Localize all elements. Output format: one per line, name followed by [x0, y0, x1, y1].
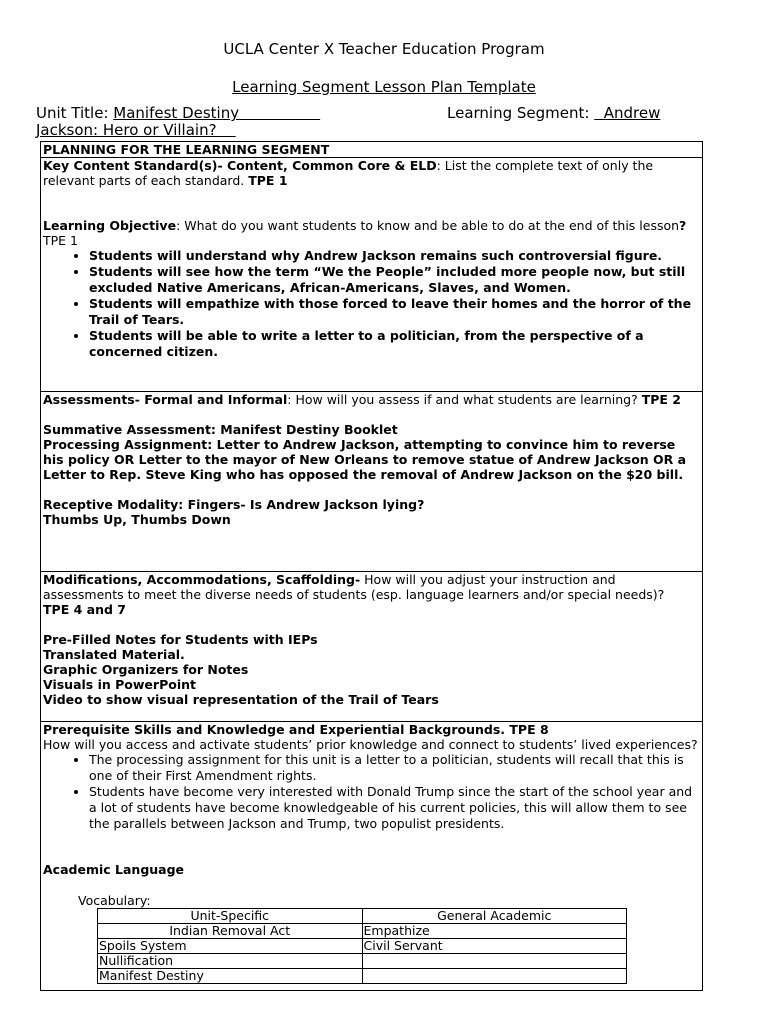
table-row	[98, 954, 627, 969]
prerequisite-list	[43, 752, 700, 832]
modifications-heading: Modifications, Accommodations, Scaffolding- How will you adjust your instruction and assessments to meet the diverse needs of students (esp. language learners and/or special needs)? TPE 4 and 7	[43, 572, 665, 617]
column-header: Unit-Specific	[98, 909, 363, 924]
list-item: • Students will understand why Andrew Jackson remains such controversial figure.	[89, 248, 700, 264]
receptive-modality: Receptive Modality: Fingers- Is Andrew Jackson lying?	[43, 497, 425, 512]
template-title	[0, 78, 768, 96]
summative-assessment: Summative Assessment: Manifest Destiny Booklet	[43, 422, 398, 437]
table-cell: Manifest Destiny	[98, 969, 363, 984]
learning-segment-label: Learning Segment:	[447, 104, 595, 122]
assessments-section	[40, 391, 703, 571]
modifications-section	[40, 571, 703, 721]
prerequisite-heading: Prerequisite Skills and Knowledge and Experiential Backgrounds. TPE 8	[43, 722, 549, 737]
table-row	[98, 969, 627, 984]
table-cell	[362, 954, 627, 969]
list-item: • Students will be able to write a letter to a politician, from the perspective of a concerned citizen.	[89, 328, 700, 360]
table-cell: Spoils System	[98, 939, 363, 954]
list-item: Pre-Filled Notes for Students with IEPs	[43, 632, 318, 647]
table-cell: Civil Servant	[362, 939, 627, 954]
list-item: Graphic Organizers for Notes	[43, 662, 249, 677]
planning-heading: PLANNING FOR THE LEARNING SEGMENT	[40, 141, 703, 157]
learning-segment-line	[447, 105, 660, 122]
table-row	[98, 939, 627, 954]
processing-assignment: Processing Assignment: Letter to Andrew Jackson, attempting to convince him to reverse his policy OR Letter to the mayor of New Orleans to remove statue of Andrew Jackson OR a Letter to Rep. Steve King who has opposed the removal of Andrew Jackson on the $20 bill.	[43, 437, 687, 482]
table-cell: Nullification	[98, 954, 363, 969]
table-cell: Indian Removal Act	[98, 924, 363, 939]
standards-objective-section	[40, 157, 703, 391]
assessments-heading: Assessments- Formal and Informal: How will you assess if and what students are learning? TPE 2	[43, 392, 681, 407]
list-item: Visuals in PowerPoint	[43, 677, 196, 692]
list-item: Translated Material.	[43, 647, 185, 662]
academic-language-heading: Academic Language	[43, 862, 185, 877]
table-cell	[362, 969, 627, 984]
table-cell: Empathize	[362, 924, 627, 939]
list-item: • Students will empathize with those forced to leave their homes and the horror of the Trail of Tears.	[89, 296, 700, 328]
template-title-text: Learning Segment Lesson Plan Template	[232, 78, 536, 96]
objective-list	[43, 248, 700, 360]
list-item: • Students will see how the term “We the People” included more people now, but still excluded Native Americans, African-Americans, Slaves, and Women.	[89, 264, 700, 296]
learning-segment-continued	[36, 122, 236, 139]
standards-paragraph: Key Content Standard(s)- Content, Common Core & ELD: List the complete text of only the relevant parts of each standard. TPE 1	[43, 158, 654, 188]
learning-segment-value-2: Jackson: Hero or Villain?	[36, 121, 217, 139]
prerequisite-prompt: How will you access and activate students’ prior knowledge and connect to students’ lived experiences?	[43, 737, 698, 752]
thumbs-line: Thumbs Up, Thumbs Down	[43, 512, 231, 527]
vocabulary-label: Vocabulary:	[78, 893, 151, 908]
table-header-row	[98, 909, 627, 924]
list-item: Video to show visual representation of the Trail of Tears	[43, 692, 439, 707]
unit-title-line	[36, 105, 320, 122]
table-row	[98, 924, 627, 939]
vocabulary-table	[97, 908, 627, 984]
program-title: UCLA Center X Teacher Education Program	[223, 40, 545, 58]
unit-title-value: Manifest Destiny	[113, 104, 240, 122]
list-item: • The processing assignment for this unit is a letter to a politician, students will recall that this is one of their First Amendment rights.	[89, 752, 700, 784]
learning-segment-value: Andrew	[603, 104, 661, 122]
column-header: General Academic	[362, 909, 627, 924]
objective-paragraph: Learning Objective: What do you want students to know and be able to do at the end of this lesson? TPE 1	[43, 218, 687, 248]
list-item: • Students have become very interested with Donald Trump since the start of the school year and a lot of students have become knowledgeable of his current policies, this will allow them to see the parallels between Jackson and Trump, two populist presidents.	[89, 784, 700, 832]
unit-title-label: Unit Title:	[36, 104, 114, 122]
